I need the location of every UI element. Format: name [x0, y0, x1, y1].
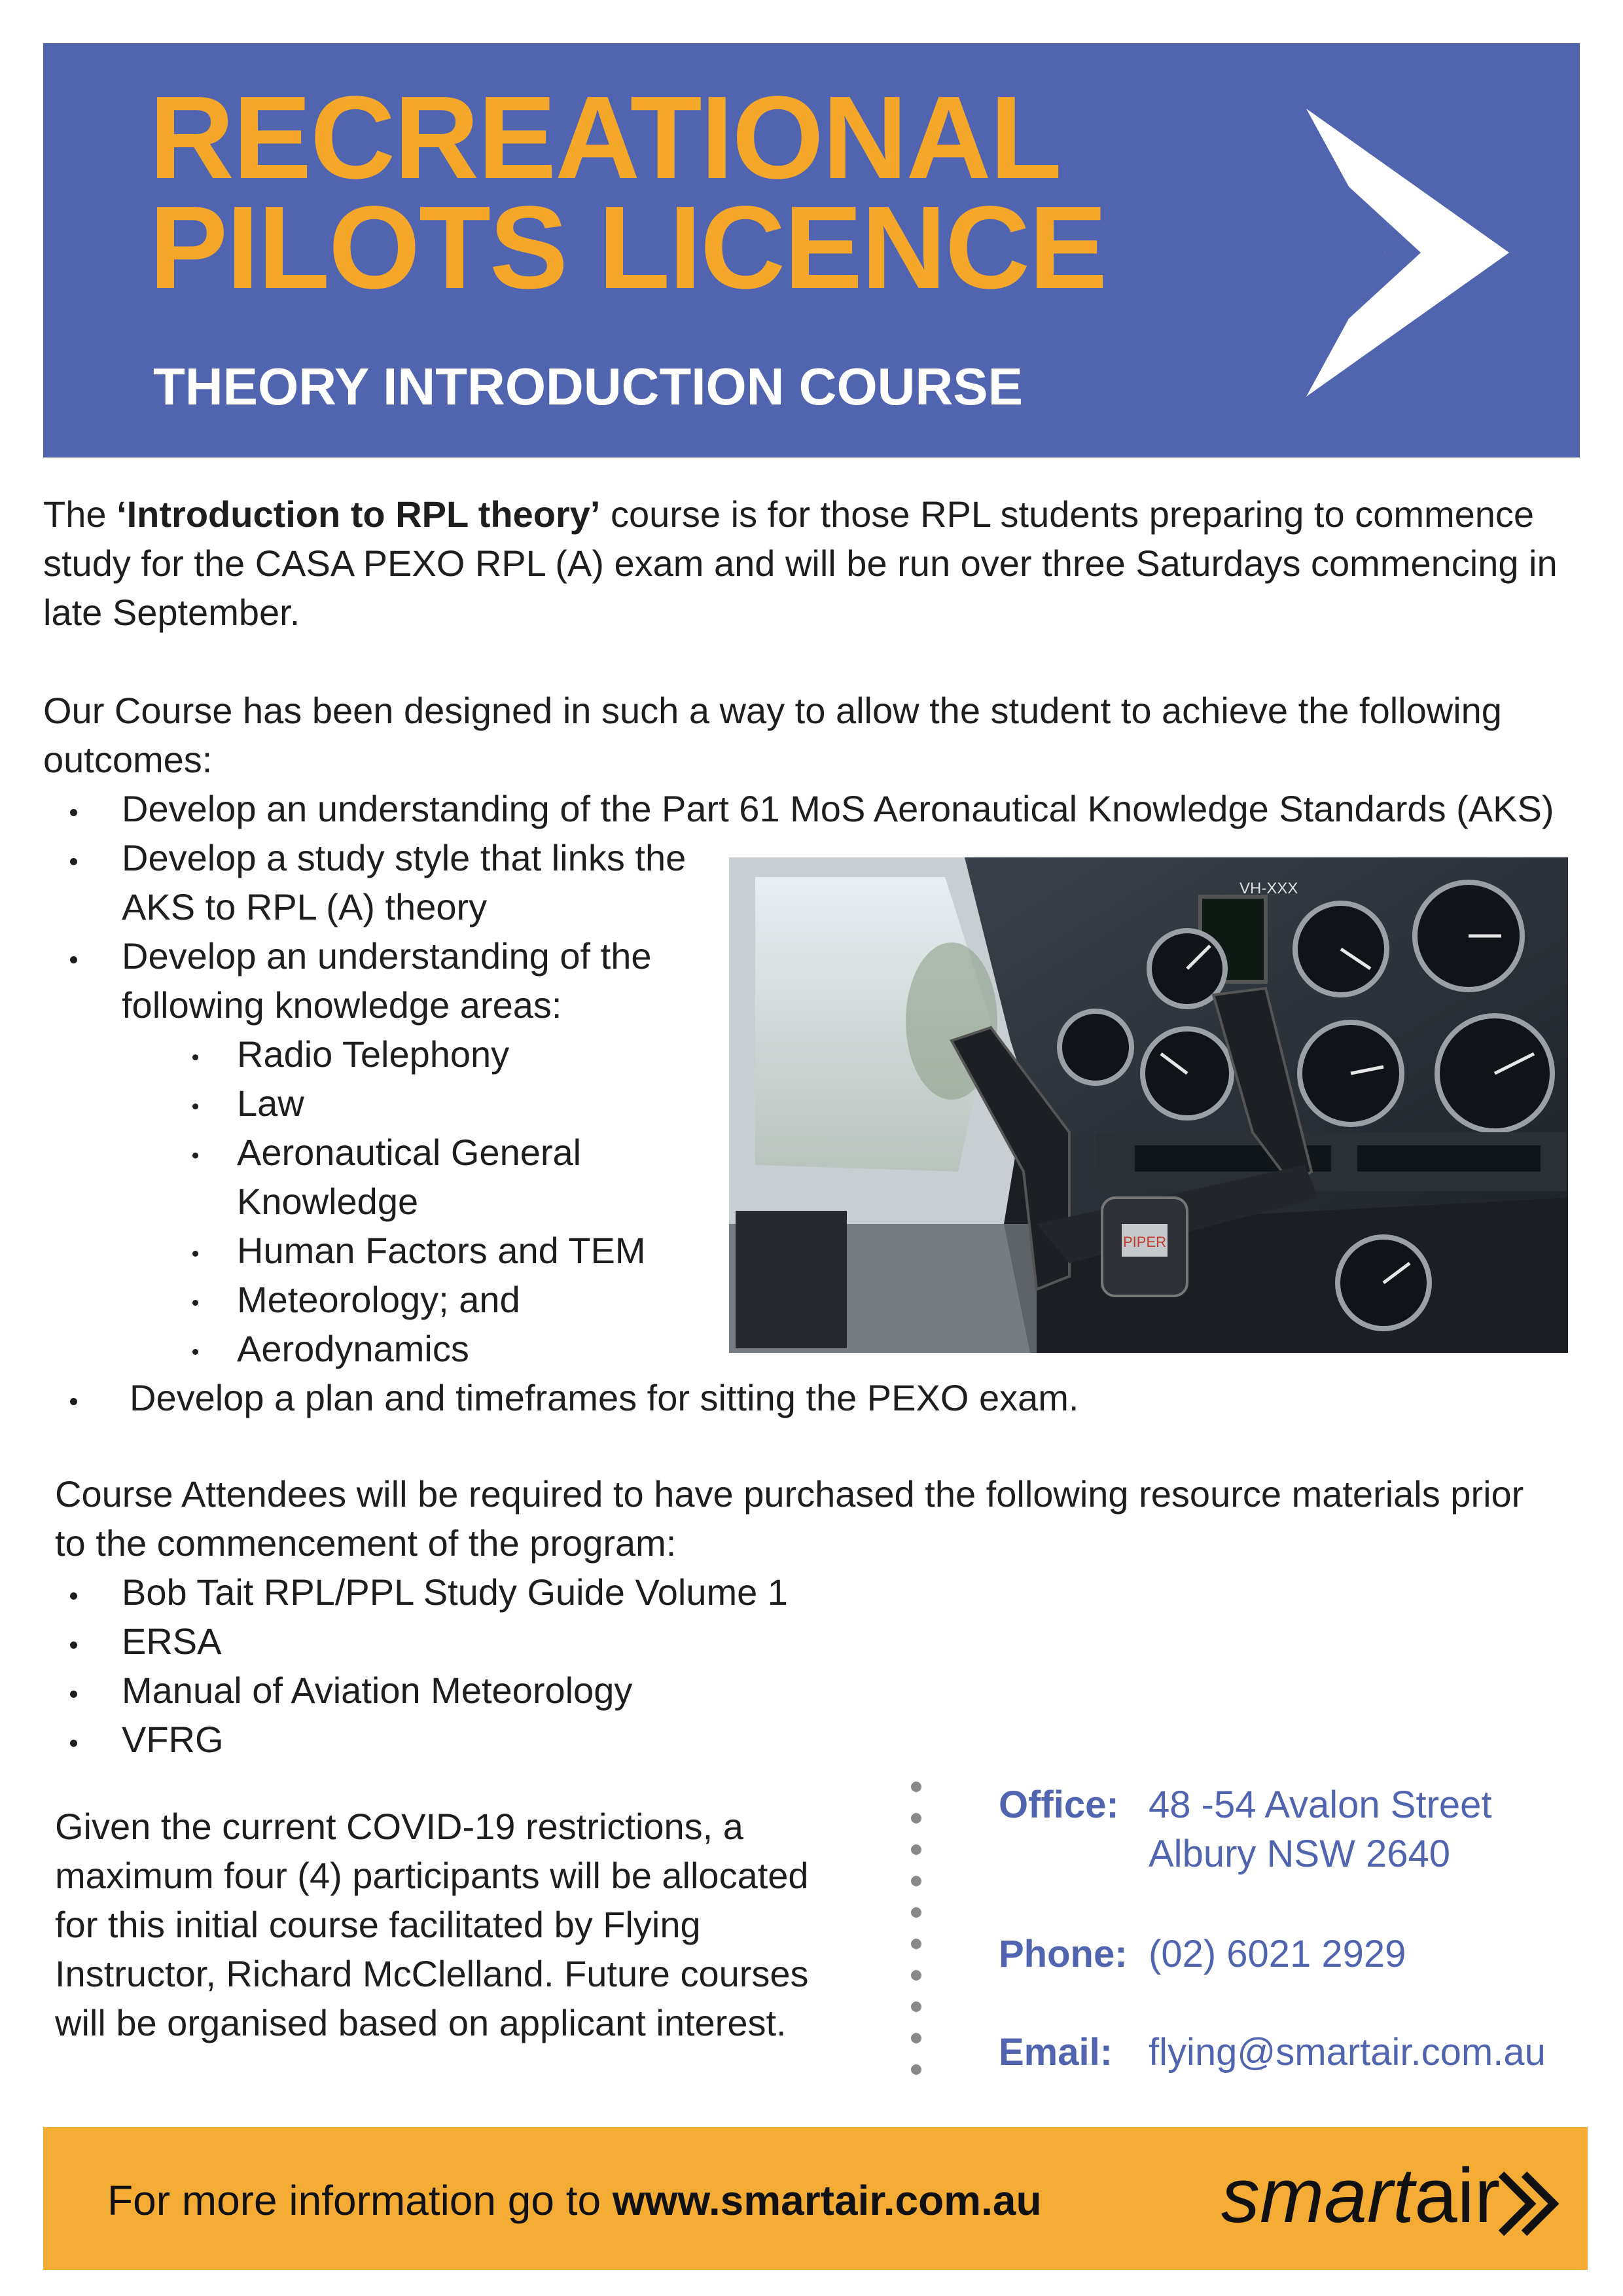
outcomes-intro-line-1: Our Course has been designed in such a way to allow the student to achieve the following	[43, 690, 1502, 731]
email-link[interactable]: flying@smartair.com.au	[1149, 2031, 1546, 2073]
subtitle: THEORY INTRODUCTION COURSE	[153, 357, 1023, 416]
resource-item: Bob Tait RPL/PPL Study Guide Volume 1	[122, 1571, 788, 1613]
email-label: Email:	[999, 2031, 1113, 2073]
bullet	[70, 1398, 77, 1405]
covid-line-3: for this initial course facilitated by Flying	[55, 1904, 701, 1945]
outcomes-intro-line-2: outcomes:	[43, 739, 213, 780]
knowledge-area-continued: Knowledge	[237, 1181, 419, 1222]
website-link[interactable]: www.smartair.com.au	[612, 2177, 1042, 2224]
separator-dot	[911, 1939, 921, 1949]
covid-line-4: Instructor, Richard McClelland. Future courses	[55, 1953, 809, 1994]
phone-number[interactable]: (02) 6021 2929	[1149, 1933, 1406, 1975]
sub-bullet	[192, 1251, 198, 1257]
separator-dot	[911, 1970, 921, 1981]
resources-intro-line-1: Course Attendees will be required to have purchased the following resource materials prior	[55, 1473, 1524, 1515]
office-label: Office:	[999, 1784, 1119, 1826]
footer-text: For more information go to www.smartair.com.au	[107, 2177, 1042, 2224]
bullet	[70, 1641, 77, 1649]
knowledge-area: Radio Telephony	[237, 1033, 510, 1075]
bullet	[70, 956, 77, 963]
bullet	[70, 1691, 77, 1698]
registration-placard: VH-XXX	[1240, 880, 1298, 897]
phone-label: Phone:	[999, 1933, 1128, 1975]
footer-banner	[43, 2127, 1588, 2270]
yoke-badge: PIPER	[1122, 1234, 1167, 1250]
knowledge-area: Aeronautical General	[237, 1132, 582, 1173]
cockpit-photo	[729, 857, 1568, 1353]
sub-bullet	[192, 1349, 198, 1355]
covid-line-2: maximum four (4) participants will be allocated	[55, 1855, 809, 1896]
title-line-1: RECREATIONAL	[149, 72, 1061, 204]
outcome-item: Develop an understanding of the	[122, 935, 652, 977]
covid-line-1: Given the current COVID-19 restrictions, a	[55, 1806, 743, 1847]
resource-item: Manual of Aviation Meteorology	[122, 1670, 633, 1711]
separator-dot	[911, 2033, 921, 2043]
sub-bullet	[192, 1300, 198, 1306]
header-banner	[43, 43, 1580, 457]
resources-intro-line-2: to the commencement of the program:	[55, 1522, 677, 1564]
resource-item: VFRG	[122, 1719, 224, 1760]
title-line-2: PILOTS LICENCE	[149, 182, 1107, 314]
bullet	[70, 809, 77, 816]
sub-bullet	[192, 1153, 198, 1158]
separator-dot	[911, 2001, 921, 2012]
outcome-item-continued: following knowledge areas:	[122, 984, 562, 1026]
smartair-logo: smartair	[1221, 2153, 1501, 2239]
separator-dot	[911, 1782, 921, 1792]
knowledge-area: Law	[237, 1083, 304, 1124]
sub-bullet	[192, 1103, 198, 1109]
separator-dot	[911, 1876, 921, 1886]
separator-dot	[911, 1844, 921, 1855]
double-chevron-icon	[1287, 96, 1535, 410]
knowledge-area: Human Factors and TEM	[237, 1230, 646, 1271]
resource-item: ERSA	[122, 1621, 222, 1662]
knowledge-area: Meteorology; and	[237, 1279, 520, 1320]
logo-chevron-icon	[1495, 2168, 1560, 2240]
outcome-item: Develop a study style that links the	[122, 837, 687, 878]
bullet	[70, 1592, 77, 1600]
intro-line-3: late September.	[43, 592, 300, 633]
separator-dot	[911, 1813, 921, 1823]
office-address-line-2: Albury NSW 2640	[1149, 1833, 1450, 1875]
bullet	[70, 858, 77, 865]
covid-line-5: will be organised based on applicant interest.	[55, 2002, 787, 2043]
outcome-item: Develop an understanding of the Part 61 MoS Aeronautical Knowledge Standards (AKS)	[122, 788, 1554, 829]
separator-dot	[911, 1907, 921, 1918]
intro-line-2: study for the CASA PEXO RPL (A) exam and will be run over three Saturdays commencing in	[43, 543, 1558, 584]
knowledge-area: Aerodynamics	[237, 1328, 469, 1369]
bullet	[70, 1740, 77, 1747]
intro-line-1: The ‘Introduction to RPL theory’ course is for those RPL students preparing to commence	[43, 493, 1535, 535]
separator-dot	[911, 2064, 921, 2075]
outcome-item: Develop a plan and timeframes for sitting the PEXO exam.	[130, 1377, 1079, 1418]
office-address-line-1: 48 -54 Avalon Street	[1149, 1784, 1492, 1826]
sub-bullet	[192, 1054, 198, 1060]
outcome-item-continued: AKS to RPL (A) theory	[122, 886, 488, 927]
